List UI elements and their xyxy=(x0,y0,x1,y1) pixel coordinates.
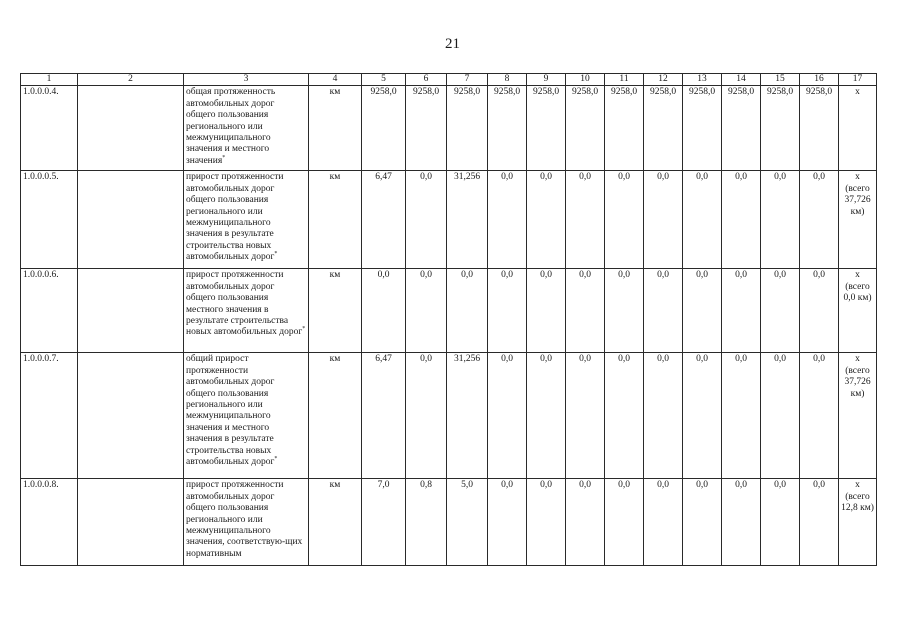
value-cell: 0,0 xyxy=(800,479,839,566)
column-header: 8 xyxy=(488,74,527,86)
value-cell: 0,0 xyxy=(566,171,605,269)
value-cell: 0,0 xyxy=(362,269,406,353)
column-header: 15 xyxy=(761,74,800,86)
value-cell: 9258,0 xyxy=(761,86,800,171)
value-cell: 0,0 xyxy=(406,171,447,269)
column-header: 11 xyxy=(605,74,644,86)
value-cell: 0,0 xyxy=(683,353,722,479)
row-note: x (всего 12,8 км) xyxy=(839,479,877,566)
column-header: 4 xyxy=(309,74,362,86)
footnote-mark: * xyxy=(302,326,306,333)
value-cell: 9258,0 xyxy=(722,86,761,171)
value-cell: 0,0 xyxy=(605,479,644,566)
row-unit: км xyxy=(309,269,362,353)
value-cell: 0,0 xyxy=(605,353,644,479)
value-cell: 0,0 xyxy=(800,269,839,353)
row-description: общая протяженность автомобильных дорог общего пользования регионального или межмуниципального значения и местного значения* xyxy=(184,86,309,171)
row-code: 1.0.0.0.7. xyxy=(21,353,78,479)
value-cell: 6,47 xyxy=(362,171,406,269)
value-cell: 0,0 xyxy=(644,479,683,566)
value-cell: 0,0 xyxy=(644,269,683,353)
column-header: 17 xyxy=(839,74,877,86)
value-cell: 0,0 xyxy=(722,269,761,353)
value-cell: 9258,0 xyxy=(488,86,527,171)
column-number-row xyxy=(21,74,877,86)
value-cell: 9258,0 xyxy=(362,86,406,171)
footnote-mark: * xyxy=(274,250,278,257)
value-cell: 0,0 xyxy=(761,171,800,269)
value-cell: 9258,0 xyxy=(566,86,605,171)
value-cell: 0,0 xyxy=(683,479,722,566)
value-cell: 0,0 xyxy=(644,171,683,269)
row-note: x (всего 37,726 км) xyxy=(839,171,877,269)
column-header: 10 xyxy=(566,74,605,86)
value-cell: 0,0 xyxy=(406,269,447,353)
row-col2 xyxy=(78,479,184,566)
value-cell: 0,0 xyxy=(488,353,527,479)
row-description: прирост протяженности автомобильных дорог общего пользования регионального или межмуниципального значения в результате строительства новых автомобильных дорог* xyxy=(184,171,309,269)
column-header: 14 xyxy=(722,74,761,86)
value-cell: 7,0 xyxy=(362,479,406,566)
column-header: 9 xyxy=(527,74,566,86)
value-cell: 0,0 xyxy=(722,479,761,566)
column-header: 2 xyxy=(78,74,184,86)
value-cell: 9258,0 xyxy=(605,86,644,171)
column-header: 6 xyxy=(406,74,447,86)
value-cell: 0,0 xyxy=(761,479,800,566)
value-cell: 0,0 xyxy=(800,353,839,479)
value-cell: 9258,0 xyxy=(447,86,488,171)
value-cell: 0,0 xyxy=(800,171,839,269)
value-cell: 0,0 xyxy=(527,171,566,269)
row-description: общий прирост протяженности автомобильных дорог общего пользования регионального или межмуниципального значения и местного значения в результате строительства новых автомобильных дорог* xyxy=(184,353,309,479)
row-col2 xyxy=(78,353,184,479)
value-cell: 0,0 xyxy=(566,479,605,566)
value-cell: 0,0 xyxy=(605,269,644,353)
value-cell: 0,0 xyxy=(527,269,566,353)
table-row xyxy=(21,269,877,353)
value-cell: 31,256 xyxy=(447,353,488,479)
value-cell: 0,0 xyxy=(566,353,605,479)
column-header: 7 xyxy=(447,74,488,86)
row-col2 xyxy=(78,269,184,353)
value-cell: 0,0 xyxy=(722,171,761,269)
value-cell: 0,0 xyxy=(488,269,527,353)
column-header: 16 xyxy=(800,74,839,86)
value-cell: 0,0 xyxy=(488,479,527,566)
row-code: 1.0.0.0.5. xyxy=(21,171,78,269)
value-cell: 0,0 xyxy=(406,353,447,479)
value-cell: 9258,0 xyxy=(800,86,839,171)
value-cell: 0,0 xyxy=(527,353,566,479)
value-cell: 0,0 xyxy=(605,171,644,269)
row-description: прирост протяженности автомобильных дорог общего пользования регионального или межмуниципального значения, соответствую-щих нормативным xyxy=(184,479,309,566)
value-cell: 0,0 xyxy=(761,269,800,353)
value-cell: 9258,0 xyxy=(527,86,566,171)
row-description: прирост протяженности автомобильных дорог общего пользования местного значения в результате строительства новых автомобильных дорог* xyxy=(184,269,309,353)
page-number: 21 xyxy=(445,36,460,52)
value-cell: 0,0 xyxy=(447,269,488,353)
indicators-table xyxy=(20,73,877,566)
row-code: 1.0.0.0.8. xyxy=(21,479,78,566)
value-cell: 0,0 xyxy=(488,171,527,269)
row-unit: км xyxy=(309,171,362,269)
value-cell: 0,0 xyxy=(683,171,722,269)
value-cell: 5,0 xyxy=(447,479,488,566)
value-cell: 6,47 xyxy=(362,353,406,479)
value-cell: 0,0 xyxy=(683,269,722,353)
column-header: 12 xyxy=(644,74,683,86)
value-cell: 9258,0 xyxy=(683,86,722,171)
table-row xyxy=(21,86,877,171)
row-code: 1.0.0.0.6. xyxy=(21,269,78,353)
value-cell: 0,0 xyxy=(566,269,605,353)
value-cell: 9258,0 xyxy=(644,86,683,171)
column-header: 3 xyxy=(184,74,309,86)
value-cell: 0,0 xyxy=(644,353,683,479)
row-note: x (всего 37,726 км) xyxy=(839,353,877,479)
value-cell: 0,0 xyxy=(527,479,566,566)
table-row xyxy=(21,171,877,269)
value-cell: 31,256 xyxy=(447,171,488,269)
table-row xyxy=(21,353,877,479)
column-header: 13 xyxy=(683,74,722,86)
row-col2 xyxy=(78,86,184,171)
footnote-mark: * xyxy=(222,154,226,161)
value-cell: 0,0 xyxy=(722,353,761,479)
column-header: 1 xyxy=(21,74,78,86)
row-unit: км xyxy=(309,86,362,171)
footnote-mark: * xyxy=(274,455,278,462)
value-cell: 0,8 xyxy=(406,479,447,566)
value-cell: 9258,0 xyxy=(406,86,447,171)
row-unit: км xyxy=(309,353,362,479)
table-row xyxy=(21,479,877,566)
row-code: 1.0.0.0.4. xyxy=(21,86,78,171)
row-col2 xyxy=(78,171,184,269)
column-header: 5 xyxy=(362,74,406,86)
row-note: x xyxy=(839,86,877,171)
value-cell: 0,0 xyxy=(761,353,800,479)
row-note: x (всего 0,0 км) xyxy=(839,269,877,353)
row-unit: км xyxy=(309,479,362,566)
